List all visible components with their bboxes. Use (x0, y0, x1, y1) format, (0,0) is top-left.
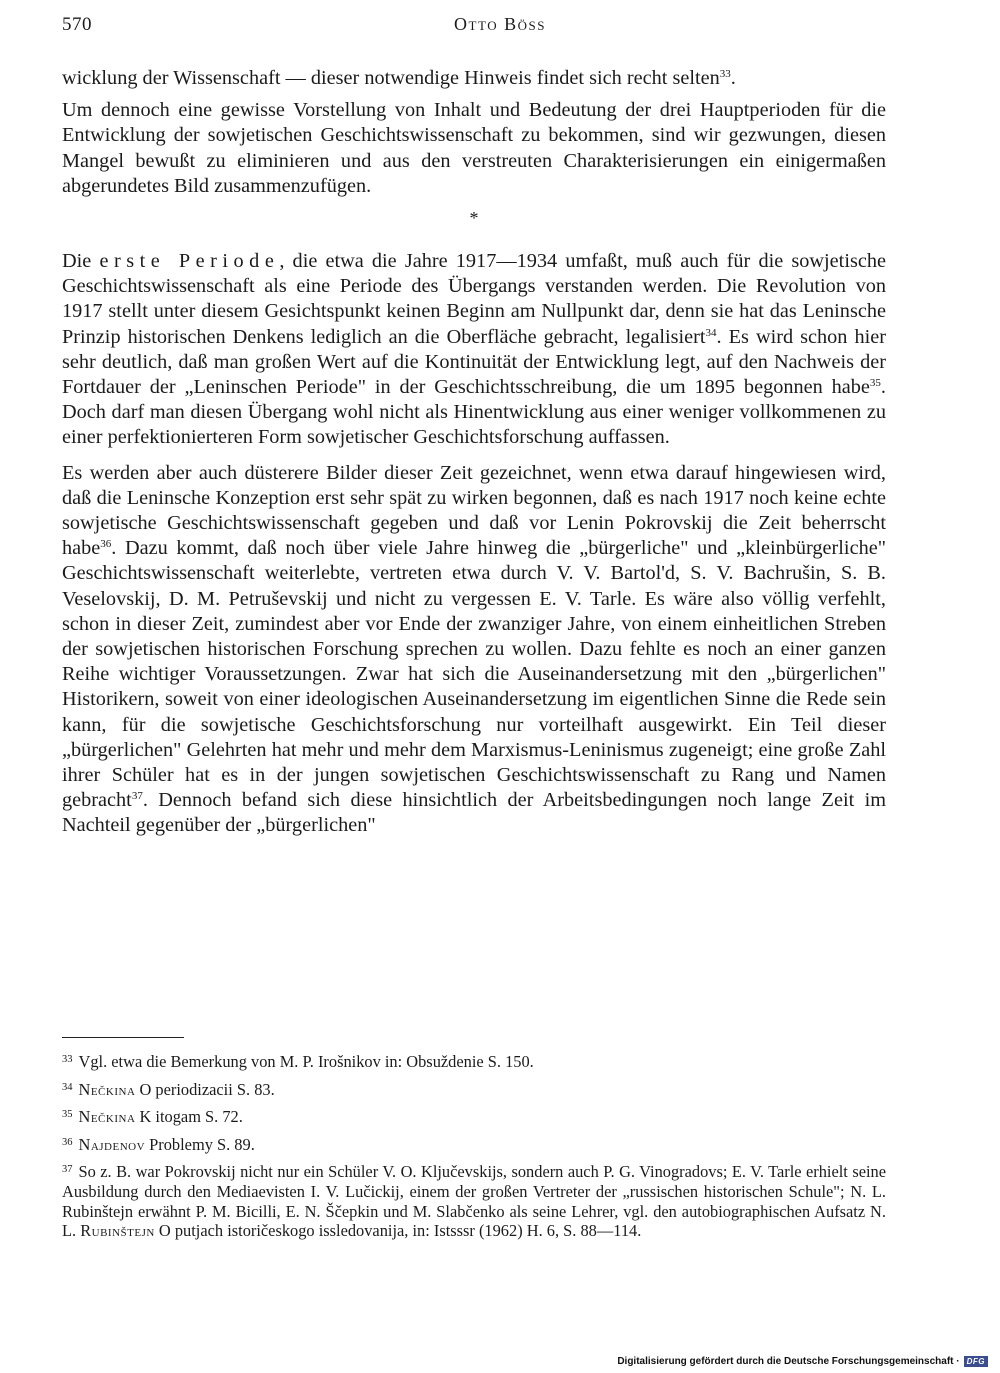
digitization-text: Digitalisierung gefördert durch die Deutsche Forschungsgemeinschaft · (617, 1356, 960, 1367)
footnote-ref-37: 37 (131, 790, 143, 803)
paragraph-2: Um dennoch eine gewisse Vorstellung von Inhalt und Bedeutung der drei Hauptperioden für die Entwicklung der sowjetischen Geschichtswissenschaft zu bekommen, sind wir gezwungen, diesen Mangel bewußt zu eliminieren und aus den verstreuten Charakterisierungen ein einigermaßen abgerundetes Bild zusammenzufügen. (62, 99, 886, 197)
paragraph-4 (62, 461, 886, 839)
footnote-ref-33: 33 (719, 68, 731, 80)
footnote-number: 36 (62, 1136, 73, 1148)
paragraph-3-b: , die etwa die Jahre 1917—1934 umfaßt, muß auch für die sowjetische Geschichtswissenschaft als eine Periode des Übergangs verstanden werden. Die Revolution von 1917 stellt unter diesem Gesichtspunkt keinen Beginn am Nullpunkt dar, denn sie hat das Leninsche Prinzip historischen Denkens lediglich an die Oberfläche gebracht, legalisiert (62, 250, 886, 348)
footnote-author: Nečkina (78, 1079, 136, 1099)
footnote-ref-34: 34 (705, 326, 717, 339)
paragraph-1-end: . (730, 67, 736, 89)
footnote-author: Rubinštejn (80, 1221, 155, 1241)
paragraph-3-a: Die (62, 250, 100, 273)
paragraph-3 (62, 249, 886, 451)
paragraph-3-d: . Doch darf man diesen Übergang wohl nicht als Hinentwicklung aus einer weniger vollkommenen zu einer perfektionierteren Form sowjetischer Geschichtsforschung auffassen. (62, 376, 886, 449)
footnote-text: So z. B. war Pokrovskij nicht nur ein Schüler V. O. Ključevskijs, sondern auch P. G. Vinogradovs; E. V. Tarle erhielt seine Ausbildung durch den Mediaevisten I. V. Lučickij, einem der großen Vertreter der „russischen historischen Schule"; N. L. Rubinštejn erwähnt P. M. Bicilli, E. N. Ščepkin und M. Slabčenko als seine Lehrer, vgl. den autobiographischen Aufsatz N. L. (62, 1162, 886, 1241)
footnote-number: 33 (62, 1054, 73, 1065)
paragraph-1 (62, 66, 886, 91)
main-text (62, 66, 886, 849)
footnote-rule (62, 1037, 184, 1038)
footnote-34 (62, 1078, 886, 1100)
footnote-number: 34 (62, 1081, 73, 1093)
footnotes (62, 1050, 886, 1247)
footnote-text: O periodizacii S. 83. (135, 1079, 275, 1099)
footnote-ref-36: 36 (100, 538, 112, 551)
digitization-credit (617, 1356, 988, 1367)
footnote-text-cont: O putjach istoričeskogo issledovanija, in: Istsssr (1962) H. 6, S. 88—114. (154, 1221, 642, 1241)
footnote-37 (62, 1160, 886, 1240)
footnote-text: Problemy S. 89. (145, 1134, 255, 1154)
running-head: Otto Böss (454, 14, 546, 34)
footnote-text: Vgl. etwa die Bemerkung von M. P. Irošnikov in: Obsuždenie S. 150. (78, 1052, 534, 1071)
footnote-ref-35: 35 (869, 377, 881, 390)
footnote-number: 37 (62, 1164, 73, 1176)
footnote-author: Nečkina (78, 1107, 136, 1127)
paragraph-4-b: . Dazu kommt, daß noch über viele Jahre hinweg die „bürgerliche" und „kleinbürgerliche" Geschichtswissenschaft weiterlebte, vertreten etwa durch V. V. Bartol'd, S. V. Bachrušin, S. B. Veselovskij, D. M. Petruševskij und nicht zu vergessen E. V. Tarle. Es wäre also völlig verfehlt, schon in dieser Zeit, zumindest aber vor Ende der zwanziger Jahre, von einem einheitlichen Streben der sowjetischen historischen Forschung sprechen zu wollen. Dazu fehlte es noch an einer ganzen Reihe wichtiger Voraussetzungen. Zwar hat sich die Auseinandersetzung mit den „bürgerlichen" Historikern, soweit von einer ideologischen Auseinandersetzung im eigentlichen Sinne die Rede sein kann, für die sowjetische Geschichtsforschung nur vorteilhaft ausgewirkt. Ein Teil dieser „bürgerlichen" Gelehrten hat mehr und mehr dem Marxismus-Leninismus zugeneigt; eine große Zahl ihrer Schüler hat es in der jungen sowjetischen Geschichtswissenschaft zu Rang und Namen gebracht (62, 537, 886, 812)
dfg-logo: DFG (964, 1356, 988, 1367)
footnote-author: Najdenov (78, 1134, 146, 1154)
page-number: 570 (62, 14, 92, 35)
footnote-33 (62, 1050, 886, 1072)
paragraph-4-c: . Dennoch befand sich diese hinsichtlich der Arbeitsbedingungen noch lange Zeit im Nachteil gegenüber der „bürgerlichen" (62, 789, 886, 837)
footnote-35 (62, 1105, 886, 1127)
footnote-text: K itogam S. 72. (135, 1107, 243, 1127)
paragraph-3-c: . Es wird schon hier sehr deutlich, daß man großen Wert auf die Kontinuität der Entwicklung legt, auf den Nachweis der Fortdauer der „Leninschen Periode" in der Geschichtsschreibung, die um 1895 begonnen habe (62, 325, 887, 399)
footnote-36 (62, 1133, 886, 1155)
paragraph-1-text: wicklung der Wissenschaft — dieser notwendige Hinweis findet sich recht selten (62, 67, 720, 89)
paragraph-4-a: Es werden aber auch düsterere Bilder dieser Zeit gezeichnet, wenn etwa darauf hingewiesen wird, daß die Leninsche Konzeption erst sehr spät zu wirken begonnen, daß es nach 1917 noch keine echte sowjetische Geschichtswissenschaft gegeben und daß vor Lenin Pokrovskij die Zeit beherrscht habe (62, 461, 886, 560)
footnote-number: 35 (62, 1109, 73, 1121)
section-separator: * (469, 208, 479, 229)
emphasis-erste-periode: erste Periode (99, 250, 280, 273)
